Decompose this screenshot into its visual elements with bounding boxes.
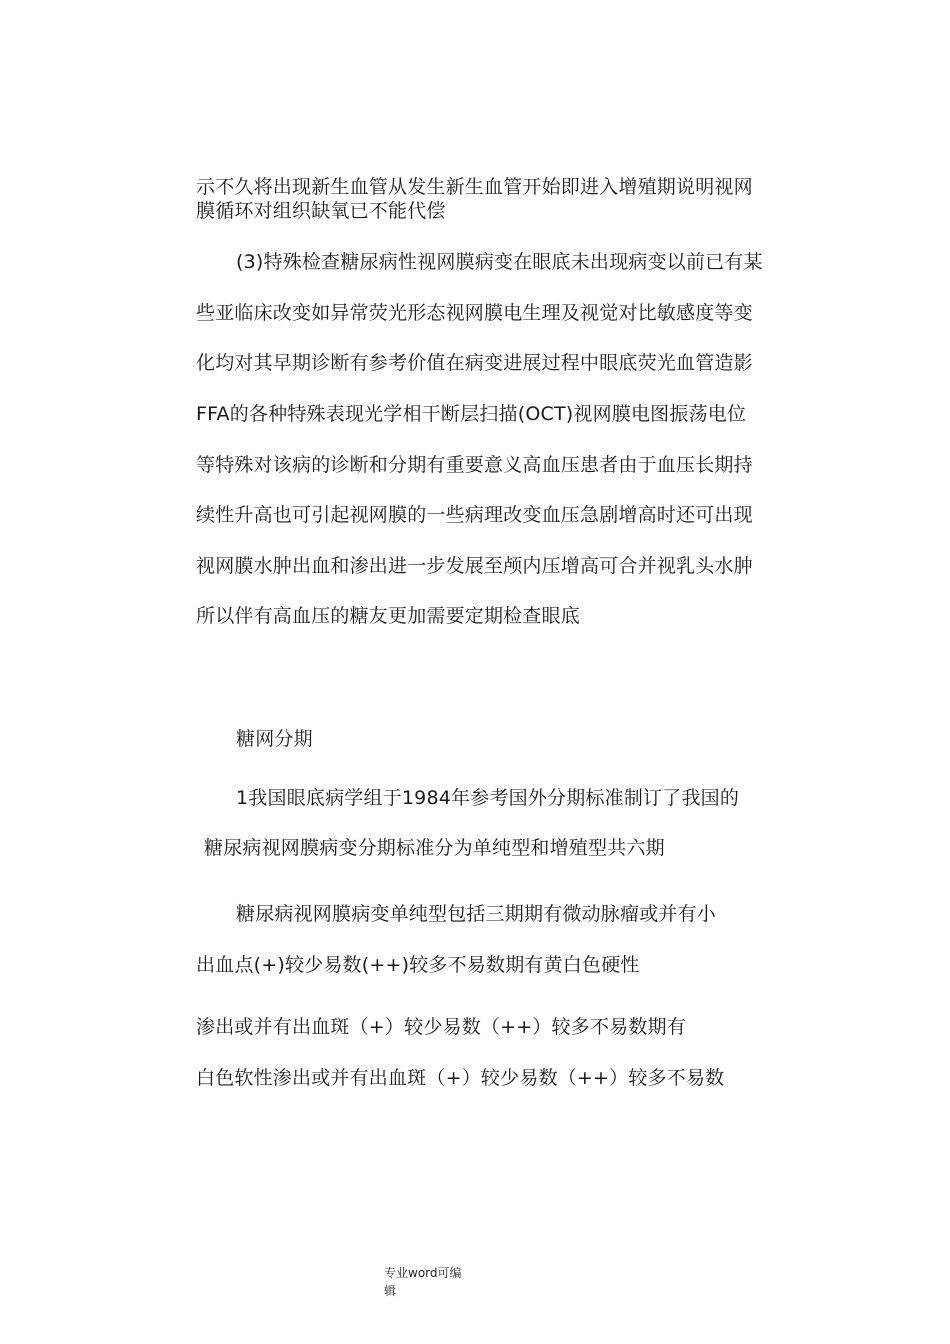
paragraph-line: 示不久将出现新生血管从发生新生血管开始即进入增殖期说明视网	[196, 176, 753, 198]
paragraph-line: 化均对其早期诊断有参考价值在病变进展过程中眼底荧光血管造影	[196, 352, 753, 374]
footer-line: 专业word可编	[384, 1266, 462, 1280]
paragraph-line: 续性升高也可引起视网膜的一些病理改变血压急剧增高时还可出现	[196, 504, 753, 526]
paragraph-line: (3)特殊检查糖尿病性视网膜病变在眼底未出现病变以前已有某	[236, 251, 763, 273]
paragraph-line: 出血点(+)较少易数(++)较多不易数期有黄白色硬性	[196, 954, 640, 976]
paragraph-line: 所以伴有高血压的糖友更加需要定期检查眼底	[196, 605, 581, 627]
paragraph-line: 等特殊对该病的诊断和分期有重要意义高血压患者由于血压长期持	[196, 454, 753, 476]
paragraph-line: 白色软性渗出或并有出血斑（+）较少易数（++）较多不易数	[196, 1067, 725, 1089]
paragraph-line: 膜循环对组织缺氧已不能代偿	[196, 200, 446, 222]
paragraph-line: 视网膜水肿出血和渗出进一步发展至颅内压增高可合并视乳头水肿	[196, 555, 753, 577]
paragraph-line: 糖尿病视网膜病变分期标准分为单纯型和增殖型共六期	[204, 837, 665, 859]
section-heading: 糖网分期	[236, 728, 313, 750]
paragraph-line: 1我国眼底病学组于1984年参考国外分期标准制订了我国的	[236, 787, 740, 809]
paragraph-line: 些亚临床改变如异常荧光形态视网膜电生理及视觉对比敏感度等变	[196, 302, 753, 324]
paragraph-line: 糖尿病视网膜病变单纯型包括三期期有微动脉瘤或并有小	[236, 903, 717, 925]
paragraph-line: FFA的各种特殊表现光学相干断层扫描(OCT)视网膜电图振荡电位	[196, 403, 747, 425]
paragraph-line: 渗出或并有出血斑（+）较少易数（++）较多不易数期有	[196, 1016, 686, 1038]
footer-line: 辑	[384, 1284, 397, 1298]
